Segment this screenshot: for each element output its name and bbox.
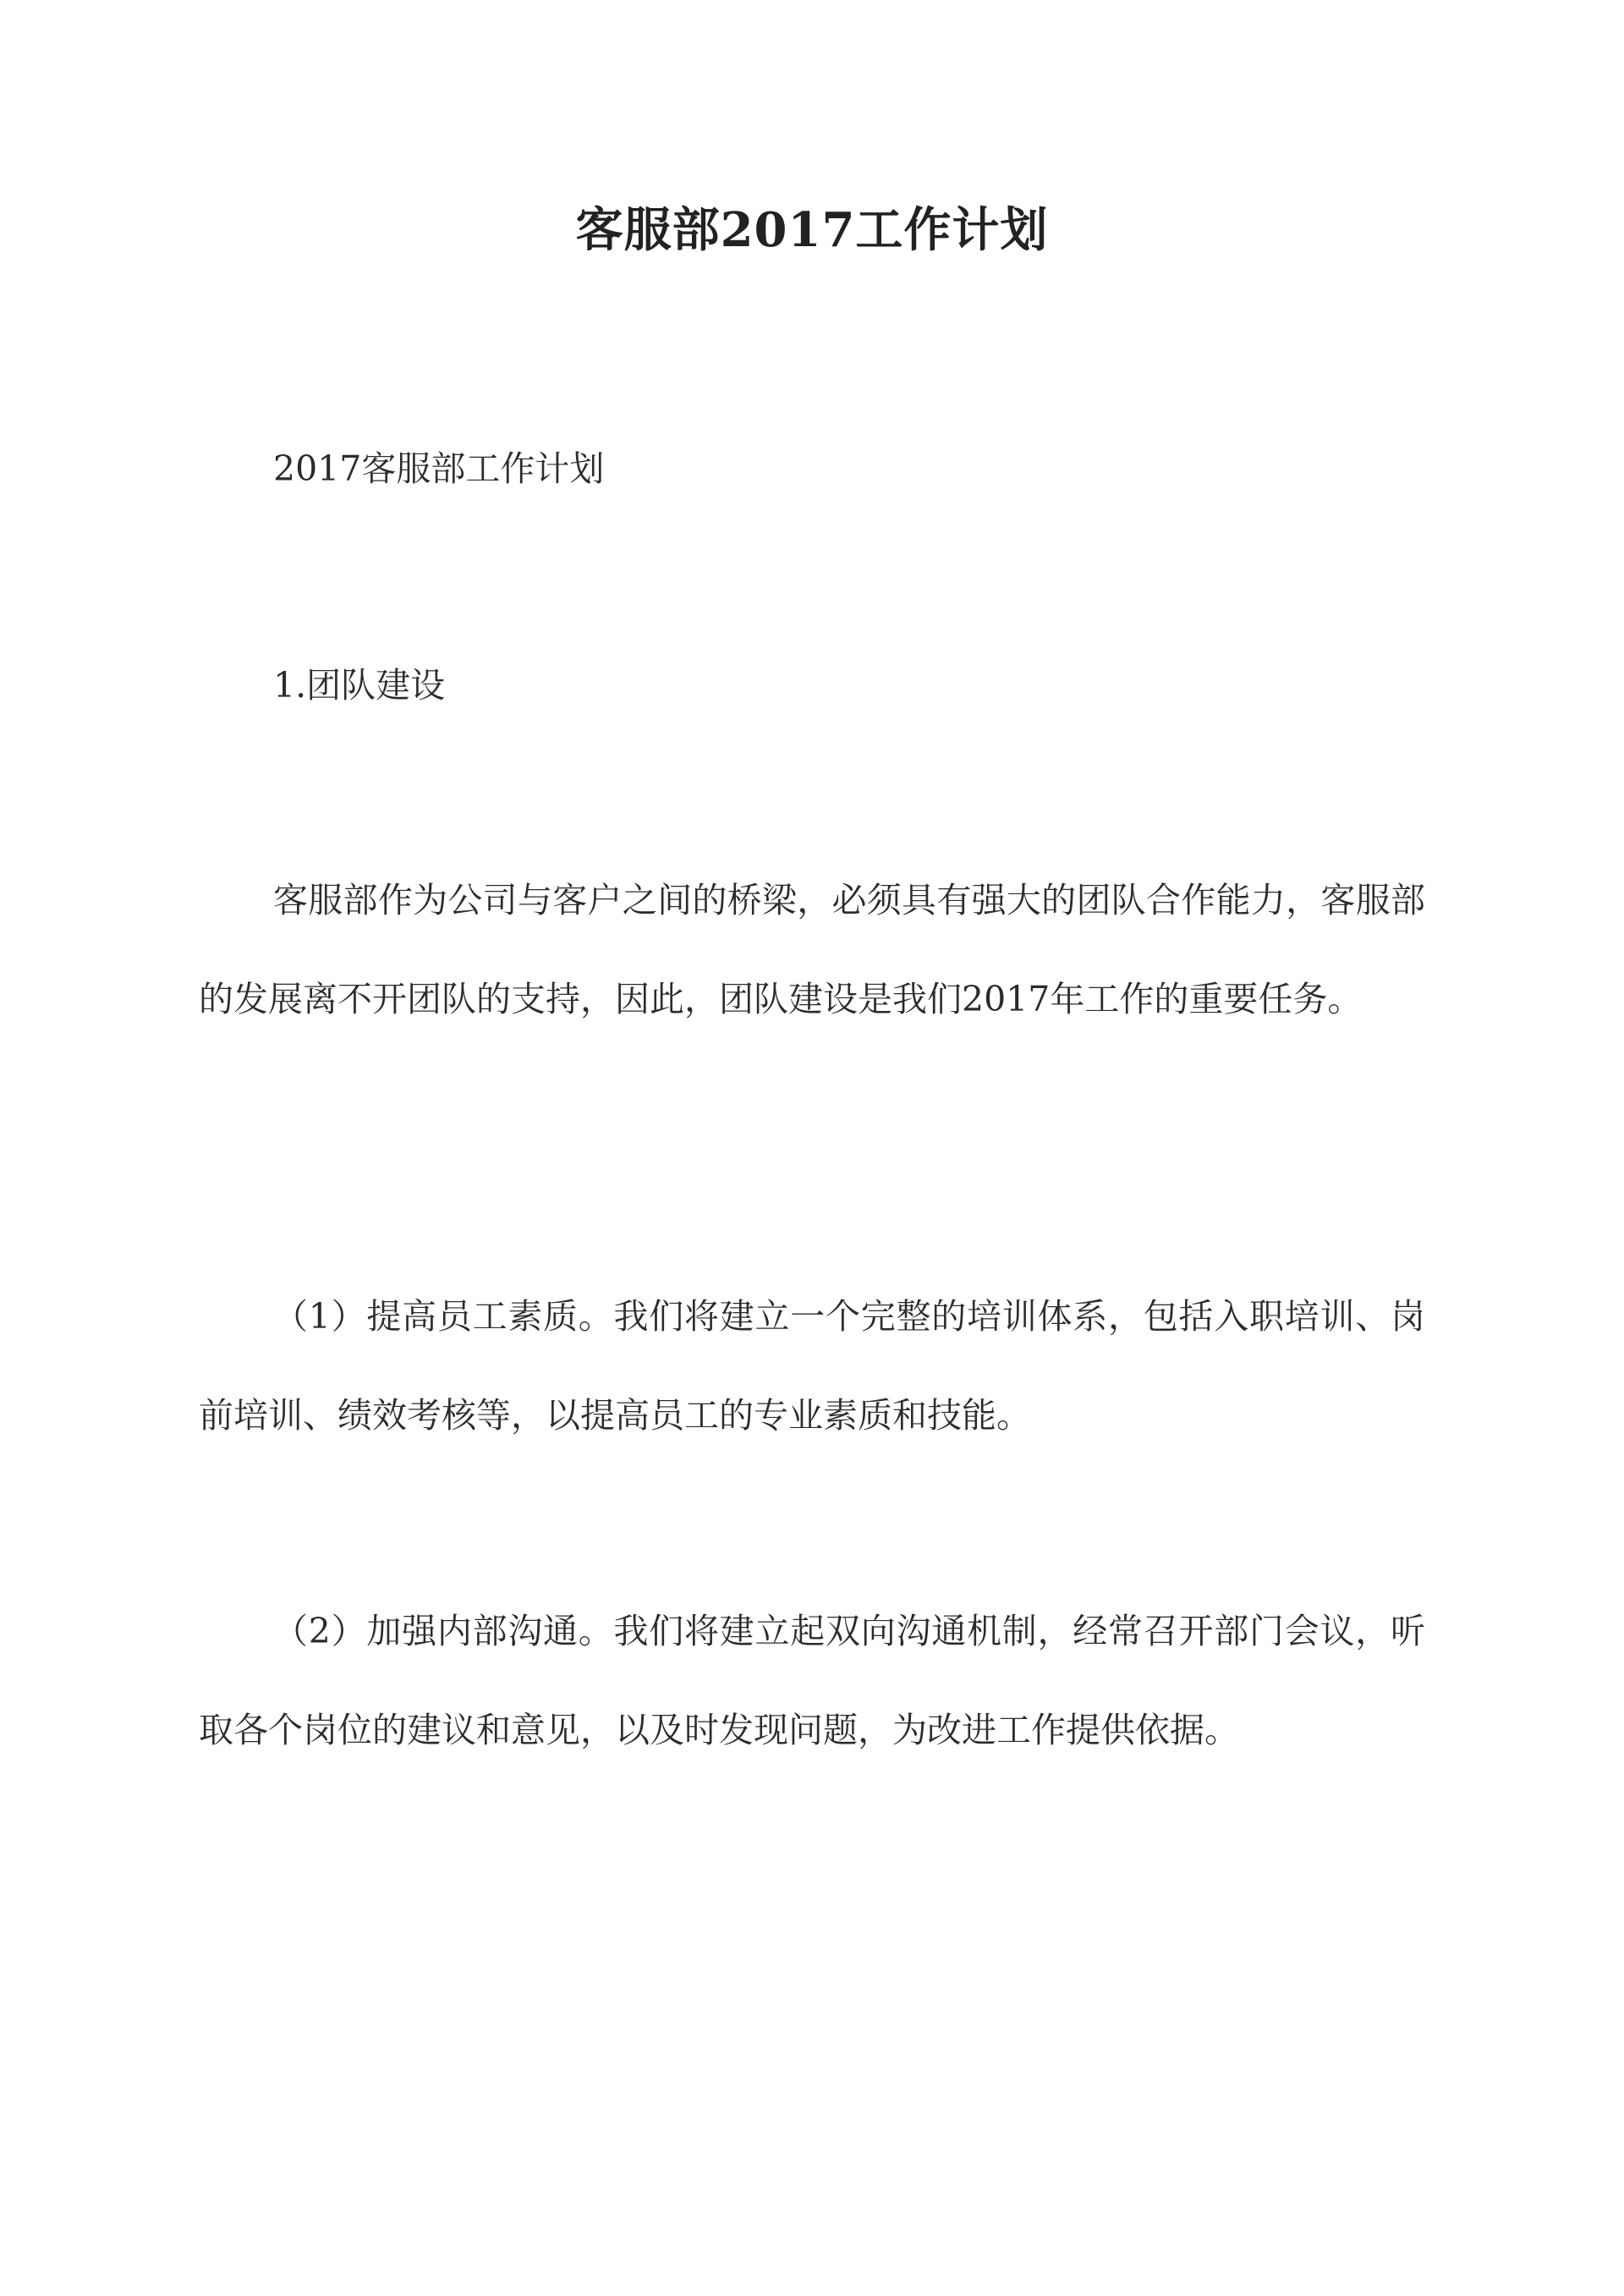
paragraph-improve-quality: （1）提高员工素质。我们将建立一个完整的培训体系，包括入职培训、岗前培训、绩效考核等，以提高员工的专业素质和技能。 — [199, 1296, 1425, 1436]
section-heading-team-building: 1.团队建设 — [273, 665, 446, 706]
paragraph-internal-communication: （2）加强内部沟通。我们将建立起双向沟通机制，经常召开部门会议，听取各个岗位的建议和意见，以及时发现问题，为改进工作提供依据。 — [199, 1611, 1425, 1750]
document-subtitle: 2017客服部工作计划 — [273, 448, 605, 489]
document-title: 客服部2017工作计划 — [575, 202, 1049, 258]
paragraph-intro: 客服部作为公司与客户之间的桥梁，必须具有强大的团队合作能力，客服部的发展离不开团队的支持，因此，团队建设是我们2017年工作的重要任务。 — [199, 880, 1425, 1019]
